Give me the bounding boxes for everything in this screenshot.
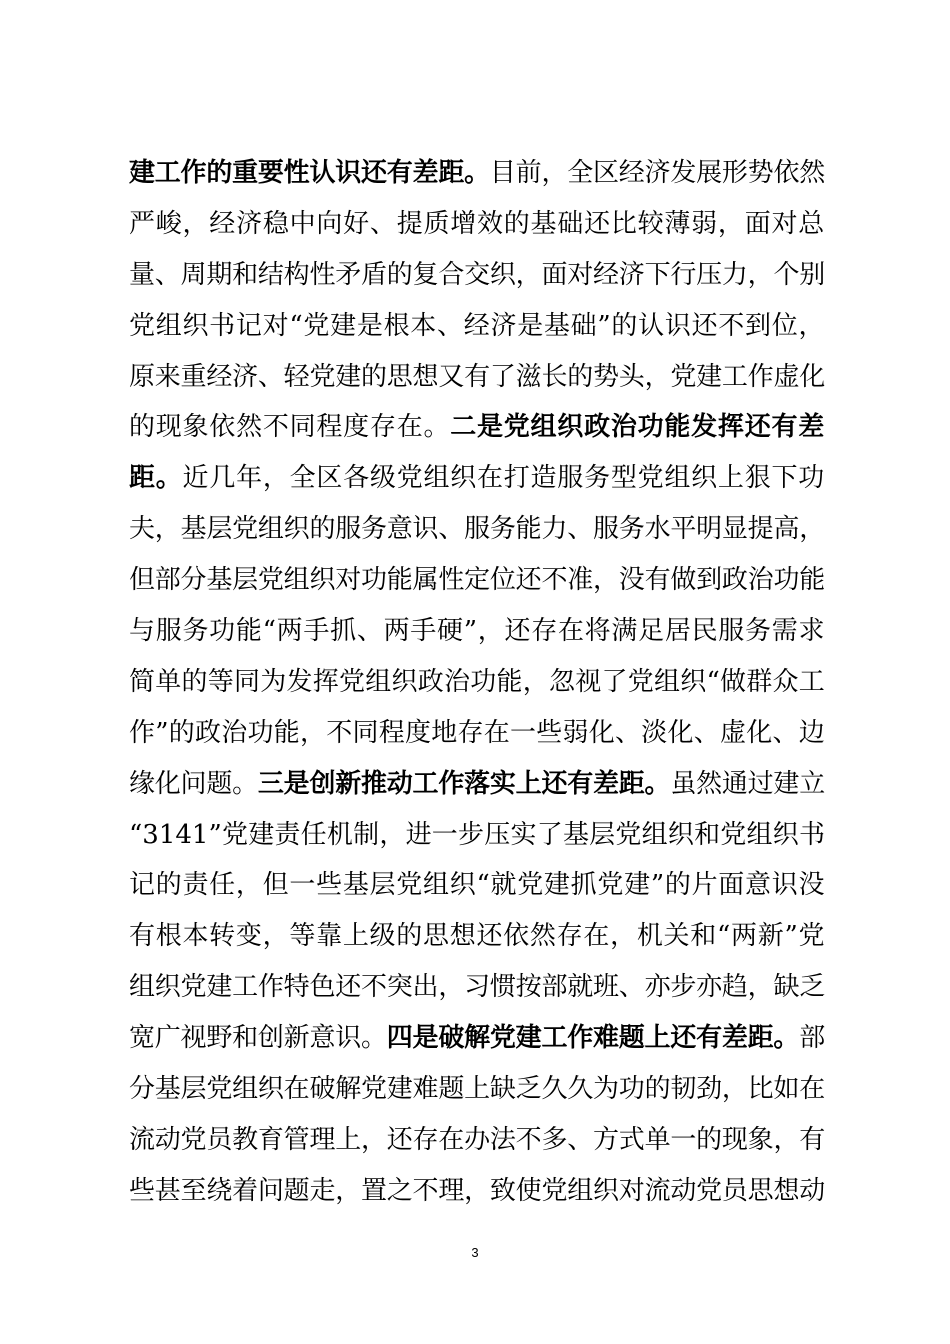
body-text-segment: 量、周期和结构性矛盾的复合交织，面对经济下行压力，个别 xyxy=(129,259,825,290)
body-text-segment: 些甚至绕着问题走，置之不理，致使党组织对流动党员思想动 xyxy=(129,1175,825,1206)
text-line xyxy=(129,301,825,352)
body-text-segment: 缘化问题。 xyxy=(129,768,258,799)
body-text-segment: 作”的政治功能，不同程度地存在一些弱化、淡化、虚化、边 xyxy=(129,717,825,748)
text-line xyxy=(129,1166,825,1217)
text-line xyxy=(129,810,825,861)
text-line xyxy=(129,555,825,606)
text-line xyxy=(129,199,825,250)
text-line xyxy=(129,1013,825,1064)
text-line xyxy=(129,148,825,199)
body-text-segment: 目前，全区经济发展形势依然 xyxy=(489,158,825,188)
body-text-segment: 分基层党组织在破解党建难题上缺乏久久为功的韧劲，比如在 xyxy=(129,1074,825,1105)
text-line xyxy=(129,962,825,1013)
text-line xyxy=(129,453,825,504)
bold-heading-text: 三是创新推动工作落实上还有差距。 xyxy=(257,768,671,799)
body-text-segment: 组织党建工作特色还不突出，习惯按部就班、亦步亦趋，缺乏 xyxy=(129,972,825,1003)
body-text-segment: 简单的等同为发挥党组织政治功能，忽视了党组织“做群众工 xyxy=(129,666,825,697)
page-number: 3 xyxy=(471,1245,479,1260)
body-text-segment: 夫，基层党组织的服务意识、服务能力、服务水平明显提高， xyxy=(129,514,825,545)
bold-heading-text: 距。 xyxy=(129,463,183,494)
text-line xyxy=(129,1064,825,1115)
bold-heading-text: 二是党组织政治功能发挥还有差 xyxy=(450,412,825,443)
text-line xyxy=(129,352,825,403)
text-line xyxy=(129,504,825,555)
body-text-segment: 原来重经济、轻党建的思想又有了滋长的势头，党建工作虚化 xyxy=(129,361,825,392)
body-text-segment: 记的责任，但一些基层党组织“就党建抓党建”的片面意识没 xyxy=(129,870,825,901)
body-text-segment: 有根本转变，等靠上级的思想还依然存在，机关和“两新”党 xyxy=(129,921,825,952)
text-line xyxy=(129,606,825,657)
body-text-segment: “3141”党建责任机制，进一步压实了基层党组织和党组织书 xyxy=(129,819,825,850)
body-text-segment: 与服务功能“两手抓、两手硬”，还存在将满足居民服务需求 xyxy=(129,616,825,647)
text-line xyxy=(129,657,825,708)
text-line xyxy=(129,1115,825,1166)
bold-heading-text: 四是破解党建工作难题上还有差距。 xyxy=(386,1023,800,1054)
body-text-segment: 近几年，全区各级党组织在打造服务型党组织上狠下功 xyxy=(182,463,825,494)
body-text-segment: 的现象依然不同程度存在。 xyxy=(129,412,451,443)
text-line xyxy=(129,759,825,810)
body-text-segment: 党组织书记对“党建是根本、经济是基础”的认识还不到位， xyxy=(129,310,825,341)
body-text-segment: 宽广视野和创新意识。 xyxy=(129,1023,387,1054)
body-paragraph xyxy=(129,148,825,1217)
text-line xyxy=(129,402,825,453)
text-line xyxy=(129,708,825,759)
text-line xyxy=(129,250,825,301)
body-text-segment: 但部分基层党组织对功能属性定位还不准，没有做到政治功能 xyxy=(129,565,825,596)
text-line xyxy=(129,860,825,911)
body-text-segment: 虽然通过建立 xyxy=(670,768,825,799)
bold-heading-text: 建工作的重要性认识还有差距。 xyxy=(129,158,490,188)
text-line xyxy=(129,911,825,962)
body-text-segment: 流动党员教育管理上，还存在办法不多、方式单一的现象，有 xyxy=(129,1124,825,1155)
body-text-segment: 严峻，经济稳中向好、提质增效的基础还比较薄弱，面对总 xyxy=(129,208,825,239)
body-text-segment: 部 xyxy=(799,1023,825,1054)
